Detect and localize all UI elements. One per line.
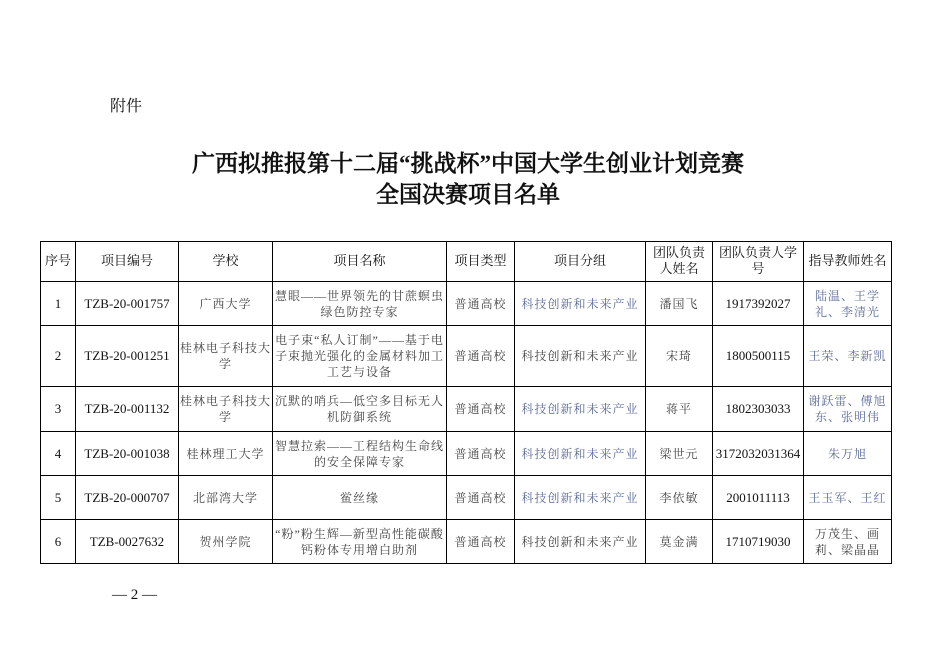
table-cell: 科技创新和未来产业 — [515, 387, 646, 432]
table-cell: 智慧拉索——工程结构生命线的安全保障专家 — [273, 432, 447, 476]
table-cell: 王玉军、王红 — [804, 476, 892, 520]
table-cell: TZB-20-001757 — [76, 282, 179, 326]
table-cell: 电子束“私人订制”——基于电子束抛光强化的金属材料加工工艺与设备 — [273, 326, 447, 387]
table-cell: 普通高校 — [447, 520, 515, 564]
title-line-2: 全国决赛项目名单 — [376, 182, 560, 207]
column-header: 团队负责人学号 — [713, 242, 804, 282]
table-cell: 宋琦 — [646, 326, 713, 387]
table-cell: 1 — [41, 282, 76, 326]
table-cell: 1710719030 — [713, 520, 804, 564]
table-cell: 6 — [41, 520, 76, 564]
attachment-label: 附件 — [110, 98, 143, 115]
column-header: 团队负责人姓名 — [646, 242, 713, 282]
table-cell: 科技创新和未来产业 — [515, 282, 646, 326]
table-row — [41, 432, 892, 476]
table-cell: 普通高校 — [447, 476, 515, 520]
table-cell: 王荣、李新凯 — [804, 326, 892, 387]
table-cell: 科技创新和未来产业 — [515, 432, 646, 476]
table-cell: TZB-20-001132 — [76, 387, 179, 432]
table-row — [41, 476, 892, 520]
table-cell: 鲎丝缘 — [273, 476, 447, 520]
table-cell: 1802303033 — [713, 387, 804, 432]
table-cell: 贺州学院 — [179, 520, 273, 564]
column-header: 项目类型 — [447, 242, 515, 282]
column-header: 学校 — [179, 242, 273, 282]
table-cell: 桂林电子科技大学 — [179, 326, 273, 387]
table-cell: TZB-20-000707 — [76, 476, 179, 520]
table-cell: 普通高校 — [447, 387, 515, 432]
table-row — [41, 387, 892, 432]
table-cell: TZB-20-001038 — [76, 432, 179, 476]
table-cell: 5 — [41, 476, 76, 520]
table-cell: 潘国飞 — [646, 282, 713, 326]
table-cell: 梁世元 — [646, 432, 713, 476]
table-cell: TZB-0027632 — [76, 520, 179, 564]
table-cell: 广西大学 — [179, 282, 273, 326]
table-cell: 桂林理工大学 — [179, 432, 273, 476]
table-cell: 莫金满 — [646, 520, 713, 564]
title-line-1: 广西拟推报第十二届“挑战杯”中国大学生创业计划竞赛 — [192, 151, 744, 176]
table-row — [41, 282, 892, 326]
column-header: 项目分组 — [515, 242, 646, 282]
table-cell: 慧眼——世界领先的甘蔗螟虫绿色防控专家 — [273, 282, 447, 326]
table-cell: 1917392027 — [713, 282, 804, 326]
table-cell: 科技创新和未来产业 — [515, 520, 646, 564]
table-cell: 沉默的哨兵—低空多目标无人机防御系统 — [273, 387, 447, 432]
table-cell: 1800500115 — [713, 326, 804, 387]
table-cell: 科技创新和未来产业 — [515, 326, 646, 387]
table-cell: 北部湾大学 — [179, 476, 273, 520]
page-number: — 2 — — [112, 587, 157, 603]
table-cell: 2001011113 — [713, 476, 804, 520]
table-row — [41, 326, 892, 387]
column-header: 指导教师姓名 — [804, 242, 892, 282]
document-title — [0, 148, 936, 210]
table-cell: 蒋平 — [646, 387, 713, 432]
table-header-row — [41, 242, 892, 282]
table-cell: 陆温、王学礼、李清光 — [804, 282, 892, 326]
table-cell: 桂林电子科技大学 — [179, 387, 273, 432]
table-cell: 3 — [41, 387, 76, 432]
table-row — [41, 520, 892, 564]
column-header: 项目名称 — [273, 242, 447, 282]
project-table — [40, 241, 892, 564]
column-header: 序号 — [41, 242, 76, 282]
table-cell: 李依敏 — [646, 476, 713, 520]
table-cell: TZB-20-001251 — [76, 326, 179, 387]
table-cell: “粉”粉生辉—新型高性能碳酸钙粉体专用增白助剂 — [273, 520, 447, 564]
table-cell: 普通高校 — [447, 326, 515, 387]
table-cell: 2 — [41, 326, 76, 387]
table-cell: 谢跃雷、傅旭东、张明伟 — [804, 387, 892, 432]
table-cell: 4 — [41, 432, 76, 476]
table-cell: 科技创新和未来产业 — [515, 476, 646, 520]
table-cell: 普通高校 — [447, 432, 515, 476]
table-cell: 普通高校 — [447, 282, 515, 326]
column-header: 项目编号 — [76, 242, 179, 282]
table-cell: 朱万旭 — [804, 432, 892, 476]
table-cell: 3172032031364 — [713, 432, 804, 476]
table-cell: 万茂生、画莉、梁晶晶 — [804, 520, 892, 564]
